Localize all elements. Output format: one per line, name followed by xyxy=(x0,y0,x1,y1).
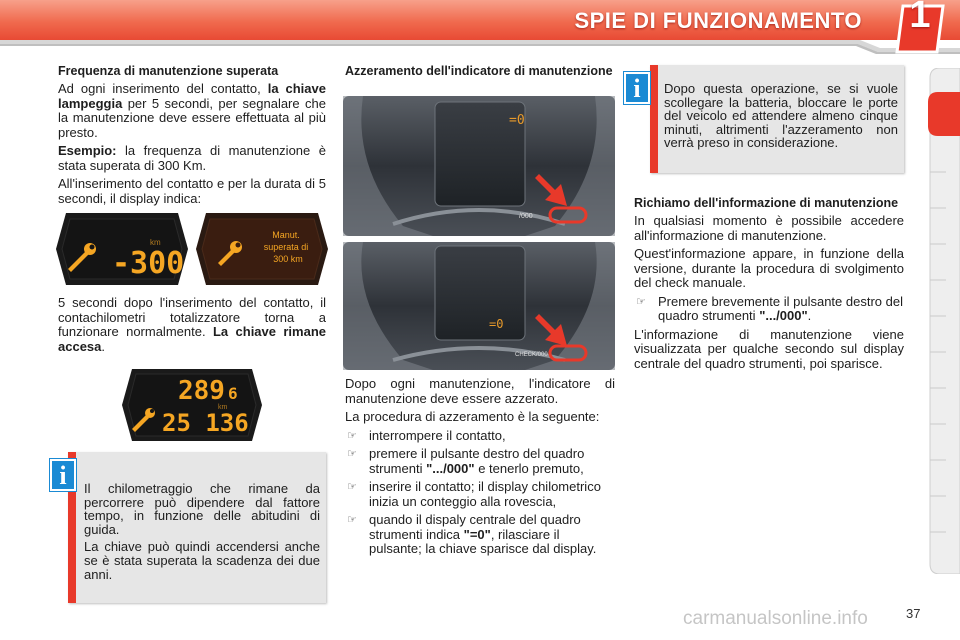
paragraph: Quest'informazione appare, in funzione della versione, durante la procedura di svolgimento del check manuale. xyxy=(634,246,904,290)
page-title: SPIE DI FUNZIONAMENTO xyxy=(574,8,862,33)
info-icon: i xyxy=(50,459,76,491)
text: inserire il contatto; il display chilometrico inizia un conteggio alla rovescia, xyxy=(369,479,601,509)
text: . xyxy=(101,338,106,354)
chapter-badge xyxy=(893,2,947,56)
text: 5 secondi dopo l'inserimento del contatto, il contachilometri totalizzatore torna a funzionare normalmente. xyxy=(58,295,326,339)
text: per 5 secondi, per segnalare che la manutenzione deve essere effettuata al più presto. xyxy=(58,95,326,140)
info-paragraph: Dopo questa operazione, se si vuole scollegare la batteria, bloccare le porte del veicolo ed attendere almeno cinque minuti, altrimenti l'azzeramento non verrà preso in considerazione. xyxy=(664,81,898,151)
pointing-hand-icon: ☞ xyxy=(636,295,646,308)
bold-text: "=0" xyxy=(463,526,491,542)
cluster-top-readout: =0 xyxy=(509,113,525,128)
text: Premere brevemente il pulsante destro del quadro strumenti xyxy=(658,293,903,323)
bullet-item xyxy=(345,429,615,444)
km-remaining-value: -300 xyxy=(112,246,185,281)
display-odometer xyxy=(122,369,262,445)
display-odometer-graphic xyxy=(122,369,262,441)
info-box-battery xyxy=(650,65,904,173)
trip-value: 289 xyxy=(178,376,225,406)
trip-decimal: 6 xyxy=(228,384,238,403)
pointing-hand-icon: ☞ xyxy=(347,429,357,442)
section-heading: Azzeramento dell'indicatore di manutenzione xyxy=(345,64,613,78)
paragraph xyxy=(58,177,326,206)
odometer-unit: km xyxy=(218,404,228,411)
info-icon: i xyxy=(624,72,650,104)
column-reset-indicator-text xyxy=(345,377,615,561)
message-line-1: Manut. xyxy=(272,230,300,240)
column-maintenance-exceeded xyxy=(58,64,326,210)
chapter-tabs xyxy=(926,68,960,574)
bold-text: La chiave rimane accesa xyxy=(58,324,326,354)
paragraph: L'informazione di manutenzione viene visualizzata per qualche secondo sul display centrale del quadro strumenti, poi sparisce. xyxy=(634,326,904,371)
bold-text: la chiave lampeggia xyxy=(58,81,326,111)
chapter-tabs-graphic xyxy=(926,68,960,574)
text: All'inserimento del contatto e per la durata di 5 secondi, il display indica: xyxy=(58,176,326,206)
text: premere il pulsante destro del quadro strumenti xyxy=(369,446,585,476)
column-maintenance-exceeded-continued xyxy=(58,296,326,358)
bold-text: ".../000" xyxy=(759,308,808,323)
chapter-number: 1 xyxy=(909,0,931,36)
bold-text: ".../000" xyxy=(426,460,475,476)
text: . xyxy=(807,308,812,323)
paragraph: La procedura di azzeramento è la seguente: xyxy=(345,409,600,424)
instrument-cluster-graphic xyxy=(343,96,615,370)
cluster-top-button-label: /000 xyxy=(519,213,533,220)
cluster-bottom-readout: =0 xyxy=(489,317,504,331)
paragraph xyxy=(58,144,326,173)
pointing-hand-icon: ☞ xyxy=(347,448,357,460)
column-reset-indicator xyxy=(345,64,615,82)
pointing-hand-icon: ☞ xyxy=(347,481,357,493)
paragraph xyxy=(58,82,326,140)
text: e tenerlo premuto, xyxy=(478,460,584,476)
text: Ad ogni inserimento del contatto, xyxy=(58,81,261,96)
page-number: 37 xyxy=(906,606,921,621)
bullet-item xyxy=(634,295,904,324)
km-unit: km xyxy=(150,238,161,247)
cluster-bottom-button-label: CHECK/000 xyxy=(515,352,548,358)
message-line-3: 300 km xyxy=(273,254,303,264)
pointing-hand-icon: ☞ xyxy=(347,514,357,526)
section-heading: Frequenza di manutenzione superata xyxy=(58,64,279,78)
info-box-mileage xyxy=(68,452,326,603)
info-paragraph: La chiave può quindi accendersi anche se è stata superata la scadenza dei due anni. xyxy=(84,539,320,582)
paragraph xyxy=(58,296,326,354)
bullet-item xyxy=(345,513,615,557)
display-km-graphic xyxy=(56,213,188,285)
column-recall-info xyxy=(634,196,904,375)
bullet-item xyxy=(345,480,615,509)
display-km-remaining xyxy=(56,213,188,289)
text: la frequenza di manutenzione è stata superata di 300 Km. xyxy=(58,143,326,173)
bold-text: Esempio: xyxy=(58,143,117,158)
message-line-2: superata di xyxy=(263,242,309,252)
info-paragraph: Il chilometraggio che rimane da percorrere può dipendere dal fattore tempo, in funzione delle abitudini di guida. xyxy=(84,481,320,537)
text: interrompere il contatto, xyxy=(369,427,506,443)
paragraph: In qualsiasi momento è possibile accedere all'informazione di manutenzione. xyxy=(634,213,904,243)
odometer-value: 25 136 xyxy=(162,409,249,437)
text: , rilasciare il pulsante; la chiave sparisce dal display. xyxy=(369,526,597,556)
section-heading: Richiamo dell'informazione di manutenzione xyxy=(634,196,899,210)
instrument-cluster-photos xyxy=(343,96,615,374)
watermark: carmanualsonline.info xyxy=(683,608,868,629)
display-message-graphic xyxy=(196,213,328,285)
paragraph: Dopo ogni manutenzione, l'indicatore di manutenzione deve essere azzerato. xyxy=(345,376,615,406)
bullet-item xyxy=(345,447,615,476)
text: quando il dispaly centrale del quadro strumenti indica xyxy=(369,512,581,542)
display-maintenance-message xyxy=(196,213,328,289)
